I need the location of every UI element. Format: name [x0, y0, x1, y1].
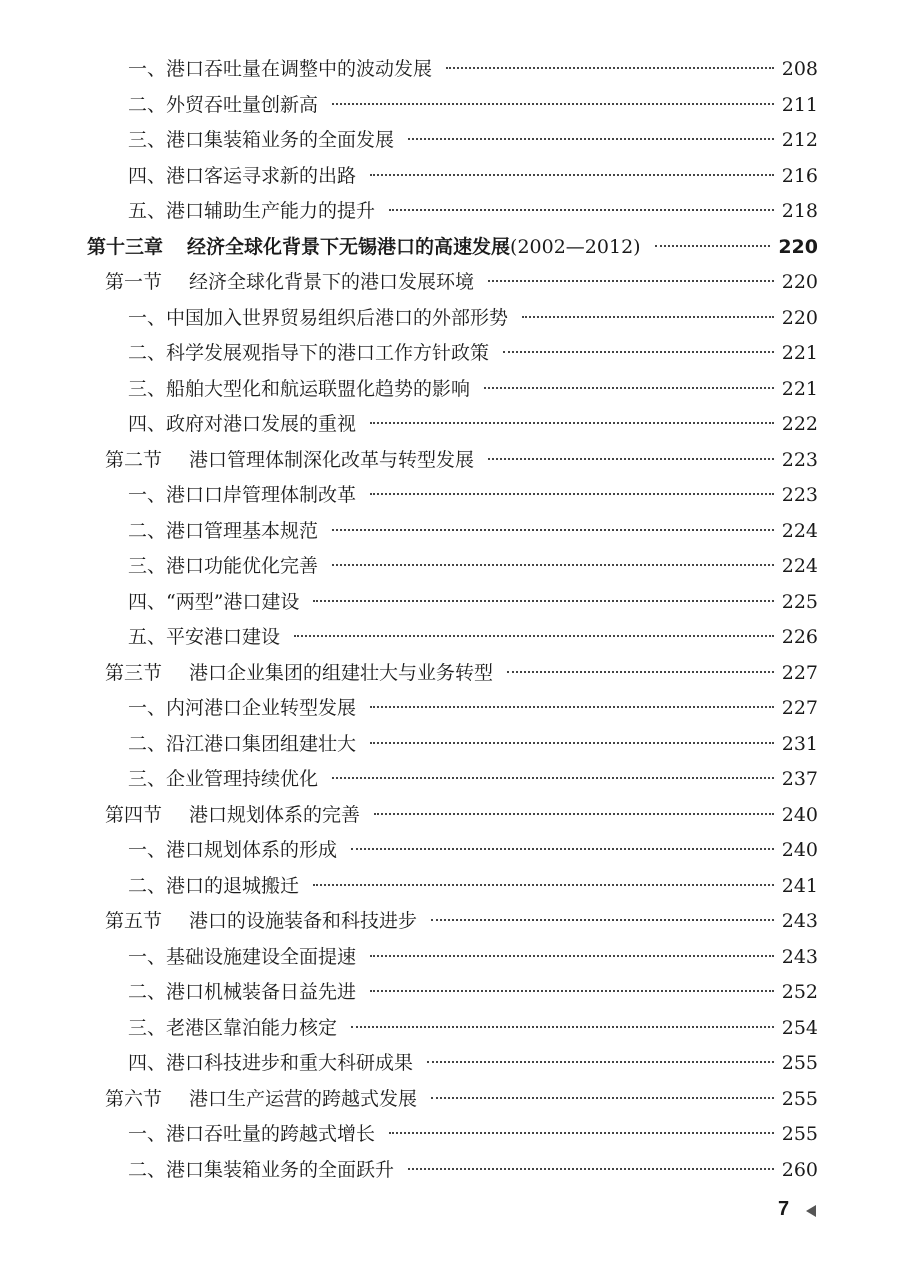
toc-item-row	[128, 943, 818, 971]
dot-leader	[370, 174, 774, 176]
toc-section-row	[105, 659, 818, 687]
toc-item-row	[128, 1014, 818, 1042]
toc-page-number: 252	[781, 981, 818, 1003]
dot-leader	[370, 990, 774, 992]
toc-entry-title: 经济全球化背景下的港口发展环境	[189, 271, 475, 293]
toc-item-row	[128, 375, 818, 403]
dot-leader	[332, 529, 774, 531]
toc-page-number: 226	[781, 626, 818, 648]
toc-page-number: 225	[781, 590, 818, 613]
toc-page-number: 218	[781, 200, 818, 222]
toc-item-row	[128, 872, 818, 900]
toc-entry-title: 四、港口客运寻求新的出路	[128, 164, 357, 187]
toc-entry-title: 五、港口辅助生产能力的提升	[128, 200, 376, 222]
toc-item-row	[128, 91, 818, 119]
toc-chapter-number: 第十三章	[87, 235, 164, 258]
page-number: 7	[778, 1198, 790, 1220]
toc-page-number: 254	[781, 1016, 818, 1039]
dot-leader	[389, 209, 774, 211]
toc-page-number: 221	[781, 342, 818, 364]
toc-page-number: 227	[781, 697, 818, 719]
toc-entry-title: 三、老港区靠泊能力核定	[128, 1016, 338, 1039]
toc-item-row	[128, 765, 818, 793]
toc-item-row	[128, 481, 818, 509]
dot-leader	[351, 848, 774, 850]
toc-item-row	[128, 552, 818, 580]
toc-entry-title: 一、港口吞吐量的跨越式增长	[128, 1123, 376, 1145]
toc-section-number: 第四节	[105, 803, 163, 826]
toc-page-number: 237	[781, 768, 818, 790]
toc-page-number: 216	[781, 164, 818, 187]
toc-entry-title: 港口管理体制深化改革与转型发展	[189, 448, 475, 471]
dot-leader	[503, 351, 774, 353]
toc-entry-title: 二、港口集装箱业务的全面跃升	[128, 1158, 395, 1181]
toc-section-row	[105, 1085, 818, 1113]
dot-leader	[488, 280, 774, 282]
dot-leader	[408, 1168, 774, 1170]
toc-entry-title: 三、企业管理持续优化	[128, 768, 319, 790]
toc-item-row	[128, 1049, 818, 1077]
toc-page-number: 241	[781, 874, 818, 897]
toc-entry-title: 二、港口机械装备日益先进	[128, 981, 357, 1003]
toc-item-row	[128, 126, 818, 154]
toc-entry-title: 四、港口科技进步和重大科研成果	[128, 1052, 414, 1074]
dot-leader	[370, 493, 774, 495]
toc-entry-title: 一、港口吞吐量在调整中的波动发展	[128, 58, 433, 80]
toc-entry-title: 二、沿江港口集团组建壮大	[128, 732, 357, 755]
dot-leader	[332, 564, 774, 566]
toc-item-row	[128, 162, 818, 190]
toc-entry-title: 港口生产运营的跨越式发展	[189, 1087, 418, 1110]
toc-page-number: 255	[781, 1123, 818, 1145]
toc-page-number: 211	[781, 93, 818, 116]
toc-page-number: 212	[781, 129, 818, 151]
toc-item-row	[128, 304, 818, 332]
toc-section-number: 第一节	[105, 271, 163, 293]
toc-page-number: 220	[778, 235, 818, 258]
toc-item-row	[128, 836, 818, 864]
dot-leader	[332, 777, 774, 779]
toc-page-number: 223	[781, 448, 818, 471]
toc-entry-title: 二、港口管理基本规范	[128, 519, 319, 542]
toc-entry-title: 四、政府对港口发展的重视	[128, 413, 357, 435]
dot-leader	[370, 706, 774, 708]
toc-page-number: 224	[781, 555, 818, 577]
dot-leader	[488, 458, 774, 460]
toc-page-number: 208	[781, 58, 818, 80]
toc-item-row	[128, 55, 818, 83]
dot-leader	[370, 742, 774, 744]
toc-item-row	[128, 410, 818, 438]
left-triangle-icon	[806, 1205, 816, 1217]
toc-entry-title: 一、港口规划体系的形成	[128, 839, 338, 861]
toc-entry-title: 二、外贸吞吐量创新高	[128, 93, 319, 116]
toc-item-row	[128, 1120, 818, 1148]
dot-leader	[446, 67, 774, 69]
toc-entry-title: 港口的设施装备和科技进步	[189, 910, 418, 932]
dot-leader	[313, 600, 773, 602]
toc-entry-title: 二、科学发展观指导下的港口工作方针政策	[128, 342, 490, 364]
dot-leader	[374, 813, 774, 815]
toc-section-number: 第二节	[105, 448, 163, 471]
toc-section-row	[105, 446, 818, 474]
toc-entry-title: 港口规划体系的完善	[189, 803, 361, 826]
toc-item-row	[128, 588, 818, 616]
toc-section-row	[105, 907, 818, 935]
toc-entry-title: 经济全球化背景下无锡港口的高速发展	[187, 235, 511, 258]
toc-page-number: 243	[781, 945, 818, 968]
dot-leader	[370, 422, 774, 424]
toc-item-row	[128, 694, 818, 722]
dot-leader	[427, 1061, 774, 1063]
toc-item-row	[128, 197, 818, 225]
toc-page-number: 255	[781, 1052, 818, 1074]
toc-page-number: 231	[781, 732, 818, 755]
toc-chapter-row	[87, 233, 818, 261]
toc-page-number: 224	[781, 519, 818, 542]
dot-leader	[484, 387, 774, 389]
toc-item-row	[128, 623, 818, 651]
toc-entry-title: 三、港口集装箱业务的全面发展	[128, 129, 395, 151]
dot-leader	[522, 316, 774, 318]
toc-entry-title: 一、基础设施建设全面提速	[128, 945, 357, 968]
dot-leader	[389, 1132, 774, 1134]
toc-entry-title: 一、港口口岸管理体制改革	[128, 484, 357, 506]
toc-item-row	[128, 339, 818, 367]
toc-chapter-years: (2002—2012)	[510, 235, 641, 258]
dot-leader	[370, 955, 774, 957]
toc-item-row	[128, 978, 818, 1006]
toc-section-row	[105, 268, 818, 296]
toc-page-number: 222	[781, 413, 818, 435]
toc-item-row	[128, 517, 818, 545]
toc-page-number: 255	[781, 1087, 818, 1110]
dot-leader	[431, 1097, 774, 1099]
toc-section-number: 第六节	[105, 1087, 163, 1110]
toc-page-number: 240	[781, 803, 818, 826]
toc-page-number: 260	[781, 1158, 818, 1181]
toc-entry-title: 三、船舶大型化和航运联盟化趋势的影响	[128, 377, 471, 400]
toc-page-number: 223	[781, 484, 818, 506]
toc-entry-title: 五、平安港口建设	[128, 626, 281, 648]
toc-section-row	[105, 801, 818, 829]
toc-page-number: 220	[781, 306, 818, 329]
toc-item-row	[128, 1156, 818, 1184]
toc-entry-title: 一、内河港口企业转型发展	[128, 697, 357, 719]
dot-leader	[313, 884, 774, 886]
toc-page-number: 220	[781, 271, 818, 293]
dot-leader	[408, 138, 774, 140]
dot-leader	[351, 1026, 774, 1028]
toc-entry-title: 三、港口功能优化完善	[128, 555, 319, 577]
toc-entry-title: 一、中国加入世界贸易组织后港口的外部形势	[128, 306, 509, 329]
toc-page-number: 221	[781, 377, 818, 400]
toc-item-row	[128, 730, 818, 758]
toc-section-number: 第五节	[105, 910, 163, 932]
toc-page-number: 227	[781, 661, 818, 684]
toc-page-number: 243	[781, 910, 818, 932]
dot-leader	[655, 245, 771, 247]
toc-entry-title: 二、港口的退城搬迁	[128, 874, 300, 897]
dot-leader	[294, 635, 774, 637]
dot-leader	[332, 103, 774, 105]
dot-leader	[431, 919, 774, 921]
toc-page-number: 240	[781, 839, 818, 861]
toc-entry-title: 四、“两型”港口建设	[128, 590, 300, 613]
toc-entry-title: 港口企业集团的组建壮大与业务转型	[189, 661, 494, 684]
dot-leader	[507, 671, 774, 673]
toc-section-number: 第三节	[105, 661, 163, 684]
